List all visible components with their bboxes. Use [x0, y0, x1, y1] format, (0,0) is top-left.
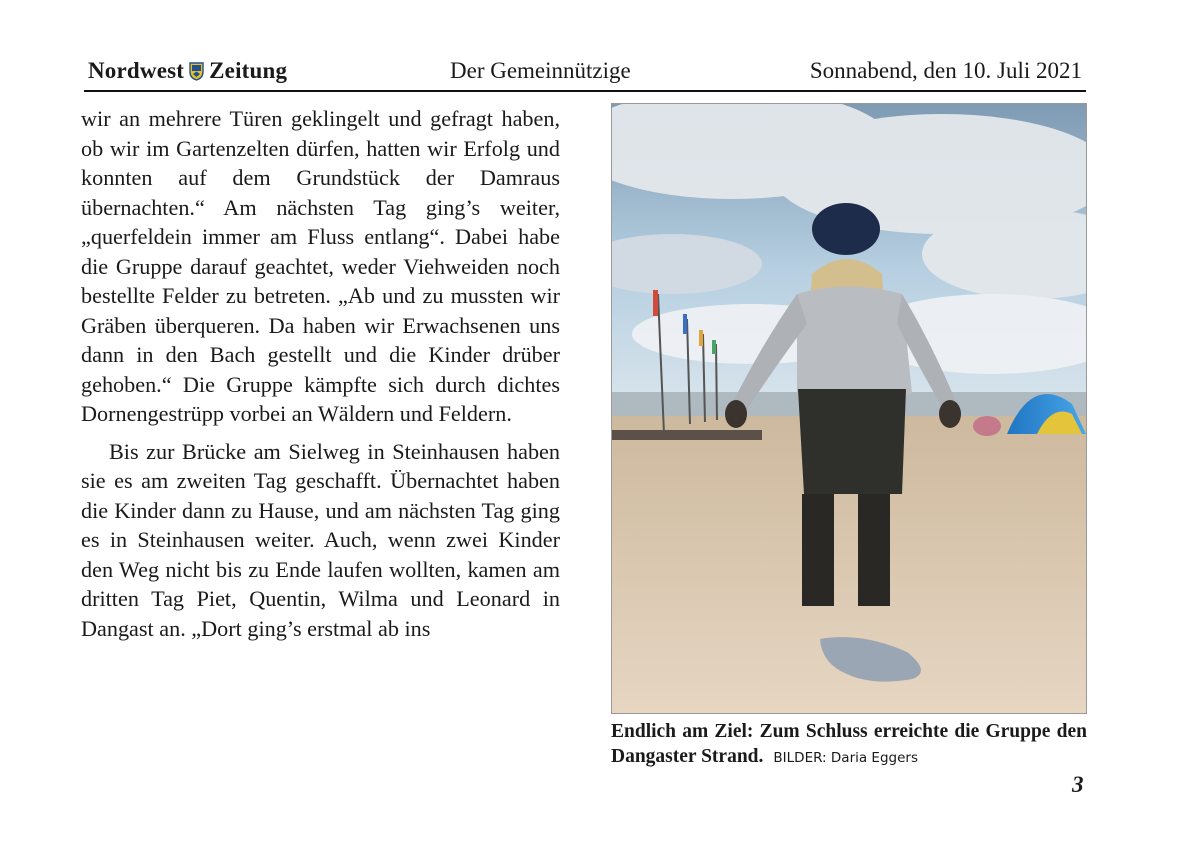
- beach-photo-illustration: [612, 104, 1086, 713]
- photo-caption: [611, 719, 1087, 771]
- article-paragraph-1: wir an mehrere Türen geklingelt und gefragt haben, ob wir im Gartenzelten dürfen, hatten wir Erfolg und konnten auf dem Grundstück der Damraus übernachten.“ Am nächsten Tag ging’s weiter, „querfeldein immer am Fluss entlang“. Dabei habe die Gruppe darauf geachtet, weder Viehweiden noch bestellte Felder zu betreten. „Ab und zu mussten wir Gräben überqueren. Da haben wir Erwachsenen uns dann in den Bach gestellt und die Kinder drüber gehoben.“ Die Gruppe kämpfte sich durch dichtes Dornengestrüpp vorbei an Wäldern und Feldern.: [81, 106, 560, 426]
- beach-photo: [611, 103, 1087, 714]
- masthead-left: Nordwest: [88, 58, 185, 83]
- section-title: Der Gemeinnützige: [450, 58, 631, 83]
- page-number: 3: [1072, 772, 1084, 797]
- masthead-right: Zeitung: [209, 58, 288, 83]
- newspaper-masthead: [88, 58, 287, 84]
- page-header: [84, 56, 1086, 92]
- article-body: [81, 104, 560, 643]
- caption-text: Endlich am Ziel: Zum Schluss erreichte die Gruppe den Dangaster Strand.: [611, 721, 1087, 767]
- article-paragraph-2: Bis zur Brücke am Sielweg in Steinhausen haben sie es am zweiten Tag geschafft. Übernachtet haben die Kinder dann zu Hause, und am nächsten Tag ging es in Steinhausen weiter. Auch, wenn zwei Kinder den Weg nicht bis zu Ende laufen wollten, kamen am dritten Tag Piet, Quentin, Wilma und Leonard in Dangast an. „Dort ging’s erstmal ab ins: [81, 438, 560, 641]
- sitting-person: [973, 416, 1001, 436]
- boardwalk: [612, 430, 762, 440]
- photo-credit: BILDER: Daria Eggers: [773, 750, 918, 766]
- issue-date: Sonnabend, den 10. Juli 2021: [809, 58, 1082, 83]
- coat-of-arms-icon: [189, 62, 204, 81]
